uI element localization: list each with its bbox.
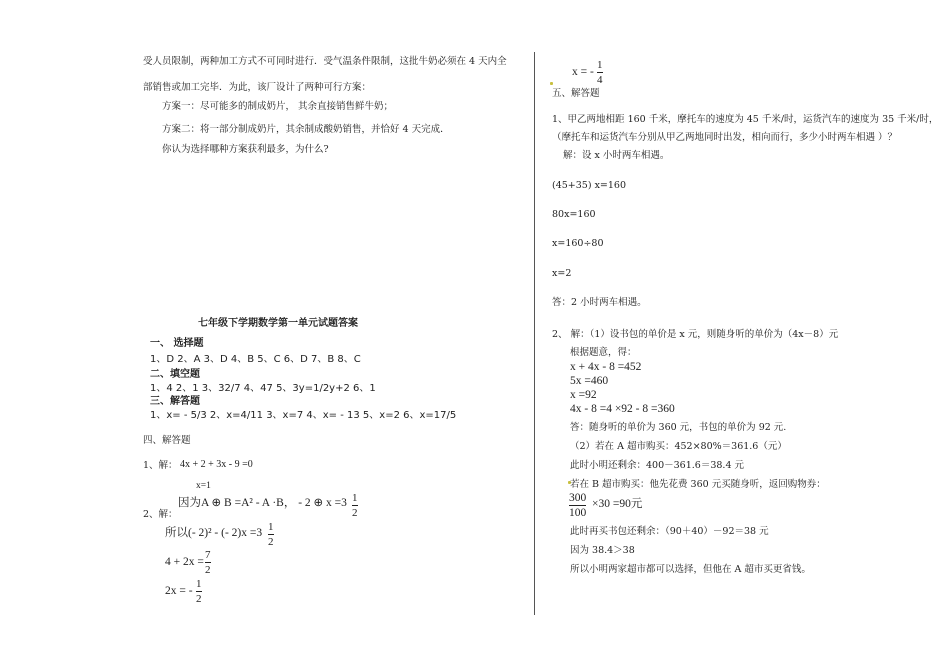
fraction-bar [196,591,202,592]
problem-text-line: 受人员限制，两种加工方式不可同时进行．受气温条件限制，这批牛奶必须在 4 天内全 [143,56,507,67]
math-step: x + 4x - 8 =452 [570,361,642,373]
decorative-dot [550,82,553,85]
denominator: 4 [597,74,603,86]
plan-two: 方案二：将一部分制成奶片，其余制成酸奶销售，并恰好 4 天完成． [162,124,450,135]
top-equation: x = - [572,66,594,78]
section-title-solve: 三、解答题 [150,396,200,407]
q2-given: 因为A ⊕ B =A² - A ·B， - 2 ⊕ x =3 [178,497,347,509]
denominator: 2 [268,536,274,548]
section-title-choice: 一、 选择题 [150,338,204,349]
q2-given-fraction [352,492,358,519]
column-divider [534,52,535,615]
numerator: 1 [597,59,603,71]
fraction-bar [268,534,274,535]
plan-one: 方案一：尽可能多的制成奶片， 其余直接销售鲜牛奶； [162,101,394,112]
q2-step-2: 4 + 2x = [165,556,204,568]
top-equation-fraction [597,59,603,86]
fraction-bar [569,505,586,506]
q1-equation: 4x + 2 + 3x - 9 =0 [180,459,253,470]
section-title-four: 四、解答题 [143,435,191,446]
section-title-fill: 二、填空题 [150,369,200,380]
math-step: x =92 [570,389,597,401]
numerator: 300 [569,492,587,504]
problem-2-line-1: 2、 解：（1）设书包的单价是 x 元，则随身听的单价为（4x－8）元 [552,329,839,340]
fraction-bar [352,505,358,506]
problem-2-setup: 根据题意，得： [570,347,637,358]
final-conclusion: 所以小明两家超市都可以选择，但他在 A 超市买更省钱。 [570,564,811,575]
equation-step: 80x=160 [552,209,596,220]
market-b-line: 若在 B 超市购买：他先花费 360 元买随身听，返回购物券： [570,479,826,490]
numerator: 1 [352,492,358,504]
problem-text-line: 部销售或加工完毕．为此，该厂设计了两种可行方案： [143,82,372,93]
remaining-a: 此时小明还剩余：400－361.6＝38.4 元 [570,460,745,471]
q2-label: 2、解： [143,509,178,520]
denominator: 100 [569,507,587,519]
q2-step-2-fraction [205,549,211,576]
coupon-fraction [569,492,586,519]
q2-step-3-fraction [196,578,202,605]
denominator: 2 [352,507,358,519]
question-text: 你认为选择哪种方案获利最多，为什么? [162,144,329,155]
equation-step: x=2 [552,268,572,279]
section-title-five: 五、解答题 [552,88,600,99]
math-step: 4x - 8 =4 ×92 - 8 =360 [570,403,675,415]
answer-title: 七年级下学期数学第一单元试题答案 [198,318,358,329]
problem-1-answer: 答：2 小时两车相遇。 [552,297,647,308]
problem-1-line-2: （摩托车和运货汽车分别从甲乙两地同时出发，相向而行，多少小时两车相遇 ）？ [552,132,898,143]
coupon-result: ×30 =90元 [592,498,643,510]
equation-step: x=160÷80 [552,238,604,249]
q1-result: x=1 [196,481,211,491]
q2-step-3: 2x = - [165,585,193,597]
q1-label: 1、解： [143,460,178,471]
numerator: 1 [196,578,202,590]
choice-answers: 1、D 2、A 3、D 4、B 5、C 6、D 7、B 8、C [150,354,361,365]
solve-answers: 1、x= - 5/3 2、x=4/11 3、x=7 4、x= - 13 5、x=2 6、x=17/5 [150,410,457,421]
equation-step: (45+35) x=160 [552,180,627,191]
math-step: 5x =460 [570,375,609,387]
numerator: 1 [268,521,274,533]
fill-answers: 1、4 2、1 3、32/7 4、47 5、3y=1/2y+2 6、1 [150,383,376,394]
denominator: 2 [205,564,211,576]
remaining-b: 此时再买书包还剩余：（90＋40）－92＝38 元 [570,526,769,537]
problem-2-answer: 答：随身听的单价为 360 元，书包的单价为 92 元. [570,422,787,433]
comparison: 因为 38.4＞38 [570,545,635,556]
fraction-bar [597,72,603,73]
problem-2-part-2: （2）若在 A 超市购买：452×80%＝361.6（元） [570,441,787,452]
q2-step-1: 所以(- 2)² - (- 2)x =3 [165,527,263,539]
q2-step-1-fraction [268,521,274,548]
numerator: 7 [205,549,211,561]
problem-1-line-1: 1、甲乙两地相距 160 千米，摩托车的速度为 45 千米/时，运货汽车的速度为 35 千米/时， [552,114,939,125]
denominator: 2 [196,593,202,605]
problem-1-setup: 解：设 x 小时两车相遇。 [563,150,670,161]
fraction-bar [205,562,211,563]
